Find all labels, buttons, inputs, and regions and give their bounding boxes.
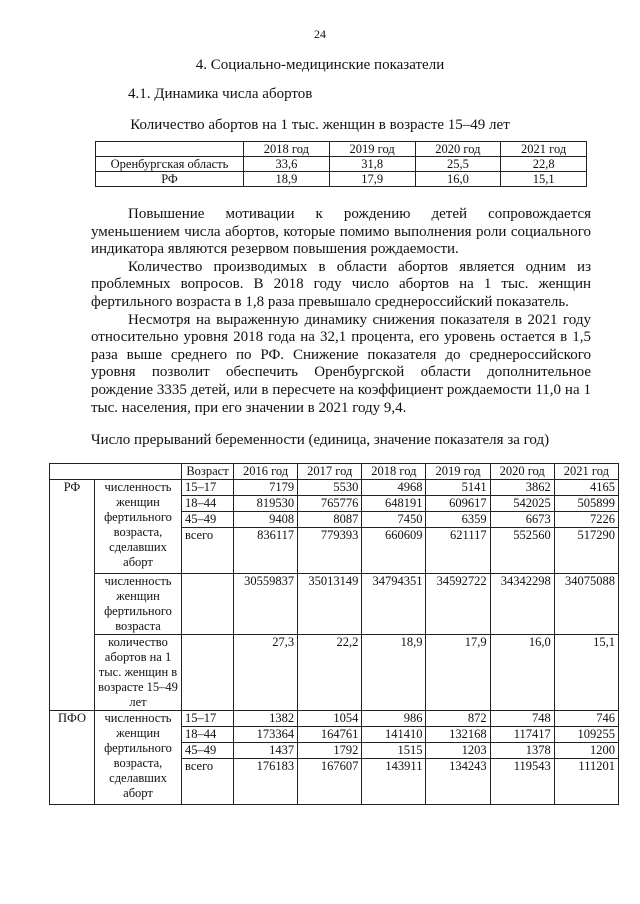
table-cell: 1437	[234, 743, 298, 759]
section-title: 4. Социально-медицинские показатели	[195, 57, 445, 73]
table-cell: 746	[554, 711, 618, 727]
table-cell: 8087	[298, 512, 362, 528]
table-cell: 542025	[490, 496, 554, 512]
table-cell: 167607	[298, 759, 362, 805]
body-text	[91, 206, 591, 417]
table-cell: 7179	[234, 480, 298, 496]
header-year: 2017 год	[298, 464, 362, 480]
table-cell: 18,9	[244, 172, 330, 187]
region-label: РФ	[50, 480, 95, 711]
table-cell: 7450	[362, 512, 426, 528]
table-row	[50, 711, 619, 727]
header-year: 2021 год	[501, 142, 587, 157]
table-cell: 4165	[554, 480, 618, 496]
table-cell: 15,1	[501, 172, 587, 187]
table-cell: 5141	[426, 480, 490, 496]
age-cell: 18–44	[182, 727, 234, 743]
table-cell: 609617	[426, 496, 490, 512]
table-cell: 5530	[298, 480, 362, 496]
table-cell: 17,9	[329, 172, 415, 187]
table-cell: 3862	[490, 480, 554, 496]
table-cell: 15,1	[554, 635, 618, 711]
header-year: 2019 год	[426, 464, 490, 480]
table-header-row	[96, 142, 587, 157]
table-cell: 1203	[426, 743, 490, 759]
paragraph: Количество производимых в области абортов является одним из проблемных вопросов. В 2018 году число абортов на 1 тыс. женщин фертильного возраста в 1,8 раза превышало среднероссийский показатель.	[91, 258, 591, 310]
table-cell: 1382	[234, 711, 298, 727]
row-label: Оренбургская область	[96, 157, 244, 172]
table-row	[50, 480, 619, 496]
row-label: РФ	[96, 172, 244, 187]
abortion-rate-table	[95, 141, 587, 187]
table-cell: 132168	[426, 727, 490, 743]
table-cell: 34592722	[426, 574, 490, 635]
table-cell: 27,3	[234, 635, 298, 711]
table-row	[96, 172, 587, 187]
age-cell: всего	[182, 759, 234, 805]
age-cell: 15–17	[182, 711, 234, 727]
table-cell: 819530	[234, 496, 298, 512]
table-cell: 872	[426, 711, 490, 727]
table-cell: 143911	[362, 759, 426, 805]
table-row	[50, 635, 619, 711]
table-cell: 111201	[554, 759, 618, 805]
header-year: 2018 год	[244, 142, 330, 157]
table-header-row	[50, 464, 619, 480]
table-cell: 552560	[490, 528, 554, 574]
table-cell: 22,8	[501, 157, 587, 172]
table-cell: 141410	[362, 727, 426, 743]
table-cell: 1200	[554, 743, 618, 759]
table-cell: 836117	[234, 528, 298, 574]
table-cell: 16,0	[490, 635, 554, 711]
table-cell: 25,5	[415, 157, 501, 172]
table1-caption: Количество абортов на 1 тыс. женщин в возрасте 15–49 лет	[130, 117, 510, 133]
table-cell: 1378	[490, 743, 554, 759]
paragraph: Повышение мотивации к рождению детей сопровождается уменьшением числа абортов, которые помимо выполнения роли социального индикатора являются резервом повышения рождаемости.	[91, 206, 591, 258]
table-cell: 117417	[490, 727, 554, 743]
table-cell: 7226	[554, 512, 618, 528]
age-cell: 15–17	[182, 480, 234, 496]
table-cell: 16,0	[415, 172, 501, 187]
table-cell: 6359	[426, 512, 490, 528]
age-cell: 18–44	[182, 496, 234, 512]
pregnancy-termination-table	[49, 463, 619, 805]
table-cell: 9408	[234, 512, 298, 528]
table-cell: 621117	[426, 528, 490, 574]
table-cell: 1054	[298, 711, 362, 727]
header-empty-cell	[50, 464, 182, 480]
table-cell: 173364	[234, 727, 298, 743]
age-cell	[182, 635, 234, 711]
table-cell: 134243	[426, 759, 490, 805]
table-cell: 765776	[298, 496, 362, 512]
table-cell: 648191	[362, 496, 426, 512]
table-cell: 34794351	[362, 574, 426, 635]
table-cell: 660609	[362, 528, 426, 574]
table-cell: 505899	[554, 496, 618, 512]
table-cell: 1792	[298, 743, 362, 759]
table-cell: 34342298	[490, 574, 554, 635]
table-cell: 17,9	[426, 635, 490, 711]
header-year: 2016 год	[234, 464, 298, 480]
table-cell: 986	[362, 711, 426, 727]
paragraph: Несмотря на выраженную динамику снижения показателя в 2021 году относительно уровня 2018 года на 32,1 процента, его уровень остается в 1,5 раза выше среднего по РФ. Снижение показателя до среднероссийского уровня позволит обеспечить Оренбургской области дополнительное рождение 3335 детей, или в пересчете на коэффициент рождаемости 11,0 на 1 тыс. населения, при его значении в 2021 году 9,4.	[91, 311, 591, 416]
age-cell: 45–49	[182, 743, 234, 759]
table-cell: 33,6	[244, 157, 330, 172]
age-cell: 45–49	[182, 512, 234, 528]
table-row	[50, 574, 619, 635]
table-cell: 4968	[362, 480, 426, 496]
header-year: 2021 год	[554, 464, 618, 480]
region-label: ПФО	[50, 711, 95, 805]
header-year: 2018 год	[362, 464, 426, 480]
table-cell: 35013149	[298, 574, 362, 635]
table-cell: 22,2	[298, 635, 362, 711]
header-year: 2020 год	[415, 142, 501, 157]
table-cell: 176183	[234, 759, 298, 805]
table-cell: 109255	[554, 727, 618, 743]
table-cell: 1515	[362, 743, 426, 759]
table-cell: 779393	[298, 528, 362, 574]
table-cell: 6673	[490, 512, 554, 528]
table-cell: 517290	[554, 528, 618, 574]
table-cell: 18,9	[362, 635, 426, 711]
row-label: численность женщин фертильного возраста	[95, 574, 182, 635]
table-cell: 748	[490, 711, 554, 727]
age-cell: всего	[182, 528, 234, 574]
table-cell: 34075088	[554, 574, 618, 635]
header-year: 2019 год	[329, 142, 415, 157]
table-cell: 30559837	[234, 574, 298, 635]
header-empty-cell	[96, 142, 244, 157]
table-cell: 164761	[298, 727, 362, 743]
subsection-title: 4.1. Динамика числа абортов	[128, 86, 313, 102]
row-label: численность женщин фертильного возраста, сделавших аборт	[95, 480, 182, 574]
table-cell: 31,8	[329, 157, 415, 172]
table2-caption: Число прерываний беременности (единица, значение показателя за год)	[90, 432, 550, 448]
table-cell: 119543	[490, 759, 554, 805]
row-label: численность женщин фертильного возраста, сделавших аборт	[95, 711, 182, 805]
header-year: 2020 год	[490, 464, 554, 480]
header-age: Возраст	[182, 464, 234, 480]
page-number: 24	[314, 27, 326, 41]
table-row	[96, 157, 587, 172]
row-label: количество абортов на 1 тыс. женщин в возрасте 15–49 лет	[95, 635, 182, 711]
age-cell	[182, 574, 234, 635]
